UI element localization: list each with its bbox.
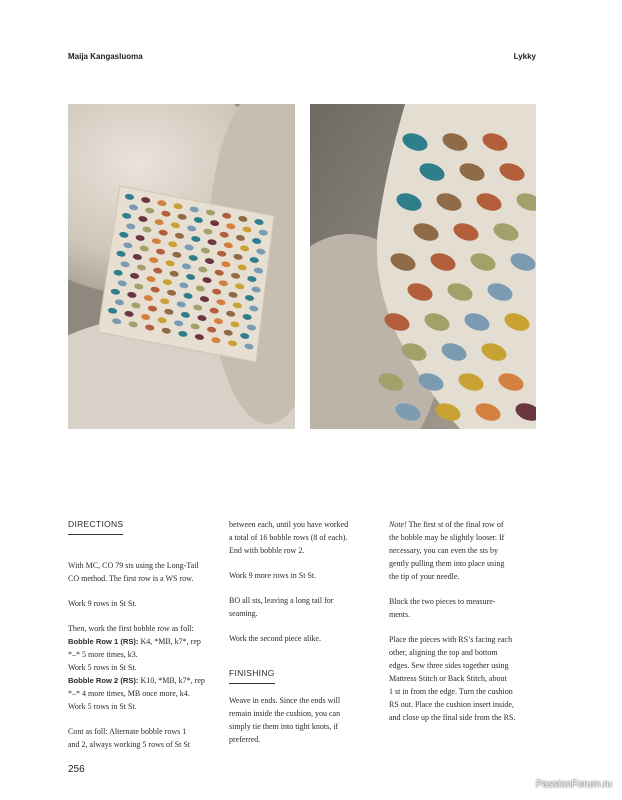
text-line: Then, work the first bobble row as foll: — [68, 624, 194, 633]
page-number: 256 — [68, 764, 85, 775]
text-line: ments. — [389, 610, 411, 619]
note-label: Note! — [389, 520, 407, 529]
continue-paragraph — [68, 725, 218, 751]
more-rows-paragraph: Work 9 more rows in St St. — [229, 571, 317, 580]
continuation-column — [229, 518, 377, 758]
text-line: a total of 16 bobble rows (8 of each). — [229, 533, 348, 542]
watermark: PassionForum.ru — [535, 779, 612, 790]
text-line: gently pulling them into place using — [389, 559, 505, 568]
bobble-rows-paragraph — [68, 622, 218, 713]
text-line: End with bobble row 2. — [229, 546, 305, 555]
text-line: seaming. — [229, 609, 258, 618]
weave-ends-paragraph — [229, 694, 377, 746]
text-line: necessary, you can even the sts by — [389, 546, 498, 555]
directions-heading: DIRECTIONS — [68, 518, 123, 535]
text-line: simply tie them into tight knots, if — [229, 722, 339, 731]
text-line: Cont as foll: Alternate bobble rows 1 — [68, 727, 187, 736]
bobble-row-1-text: K4, *MB, k7*, rep — [138, 637, 201, 646]
text-line: and close up the final side from the RS. — [389, 713, 516, 722]
work-rows-paragraph: Work 9 rows in St St. — [68, 599, 137, 608]
pillow-photo — [68, 104, 295, 429]
bobble-row-2-label: Bobble Row 2 (RS): — [68, 676, 139, 685]
pillow-closeup-photo — [310, 104, 536, 429]
cast-on-paragraph — [68, 559, 218, 585]
text-line: the tip of your needle. — [389, 572, 460, 581]
text-line: remain inside the cushion, you can — [229, 709, 341, 718]
directions-column — [68, 518, 218, 763]
text-line: other, aligning the top and bottom — [389, 648, 498, 657]
text-line: and 2, always working 5 rows of St St — [68, 740, 190, 749]
bobble-row-2-text: K10, *MB, k7*, rep — [138, 676, 205, 685]
second-piece-paragraph: Work the second piece alike. — [229, 634, 321, 643]
text-line: *–* 4 more times, MB once more, k4. — [68, 689, 190, 698]
bobble-total-paragraph — [229, 518, 377, 557]
block-paragraph — [389, 595, 537, 621]
text-line: BO all sts, leaving a long tail for — [229, 596, 334, 605]
text-line: Mattress Stitch or Back Stitch, about — [389, 674, 507, 683]
text-line: Weave in ends. Since the ends will — [229, 696, 341, 705]
text-line: between each, until you have worked — [229, 520, 349, 529]
note-paragraph — [389, 518, 537, 583]
text-line: Place the pieces with RS’s facing each — [389, 635, 513, 644]
bind-off-paragraph — [229, 594, 377, 620]
pattern-title: Lykky — [513, 52, 536, 61]
finishing-column — [389, 518, 537, 736]
assembly-paragraph — [389, 633, 537, 724]
text-line: the bobble may be slightly looser. If — [389, 533, 505, 542]
text-line: 1 st in from the edge. Turn the cushion — [389, 687, 513, 696]
text-line: preferred. — [229, 735, 261, 744]
text-line: Work 5 rows in St St. — [68, 663, 137, 672]
author-name: Maija Kangasluoma — [68, 52, 143, 61]
bobble-row-1 — [68, 635, 218, 648]
finishing-heading: FINISHING — [229, 667, 275, 684]
text-line: Work 5 rows in St St. — [68, 702, 137, 711]
text-line: *–* 5 more times, k3. — [68, 650, 138, 659]
bobble-row-2 — [68, 674, 218, 687]
bobble-row-1-label: Bobble Row 1 (RS): — [68, 637, 139, 646]
text-line: RS out. Place the cushion insert inside, — [389, 700, 514, 709]
text-line: edges. Sew three sides together using — [389, 661, 509, 670]
text-line: With MC, CO 79 sts using the Long-Tail — [68, 561, 199, 570]
text-line: Block the two pieces to measure- — [389, 597, 496, 606]
text-line: CO method. The first row is a WS row. — [68, 574, 194, 583]
text-line: The first st of the final row of — [406, 520, 504, 529]
